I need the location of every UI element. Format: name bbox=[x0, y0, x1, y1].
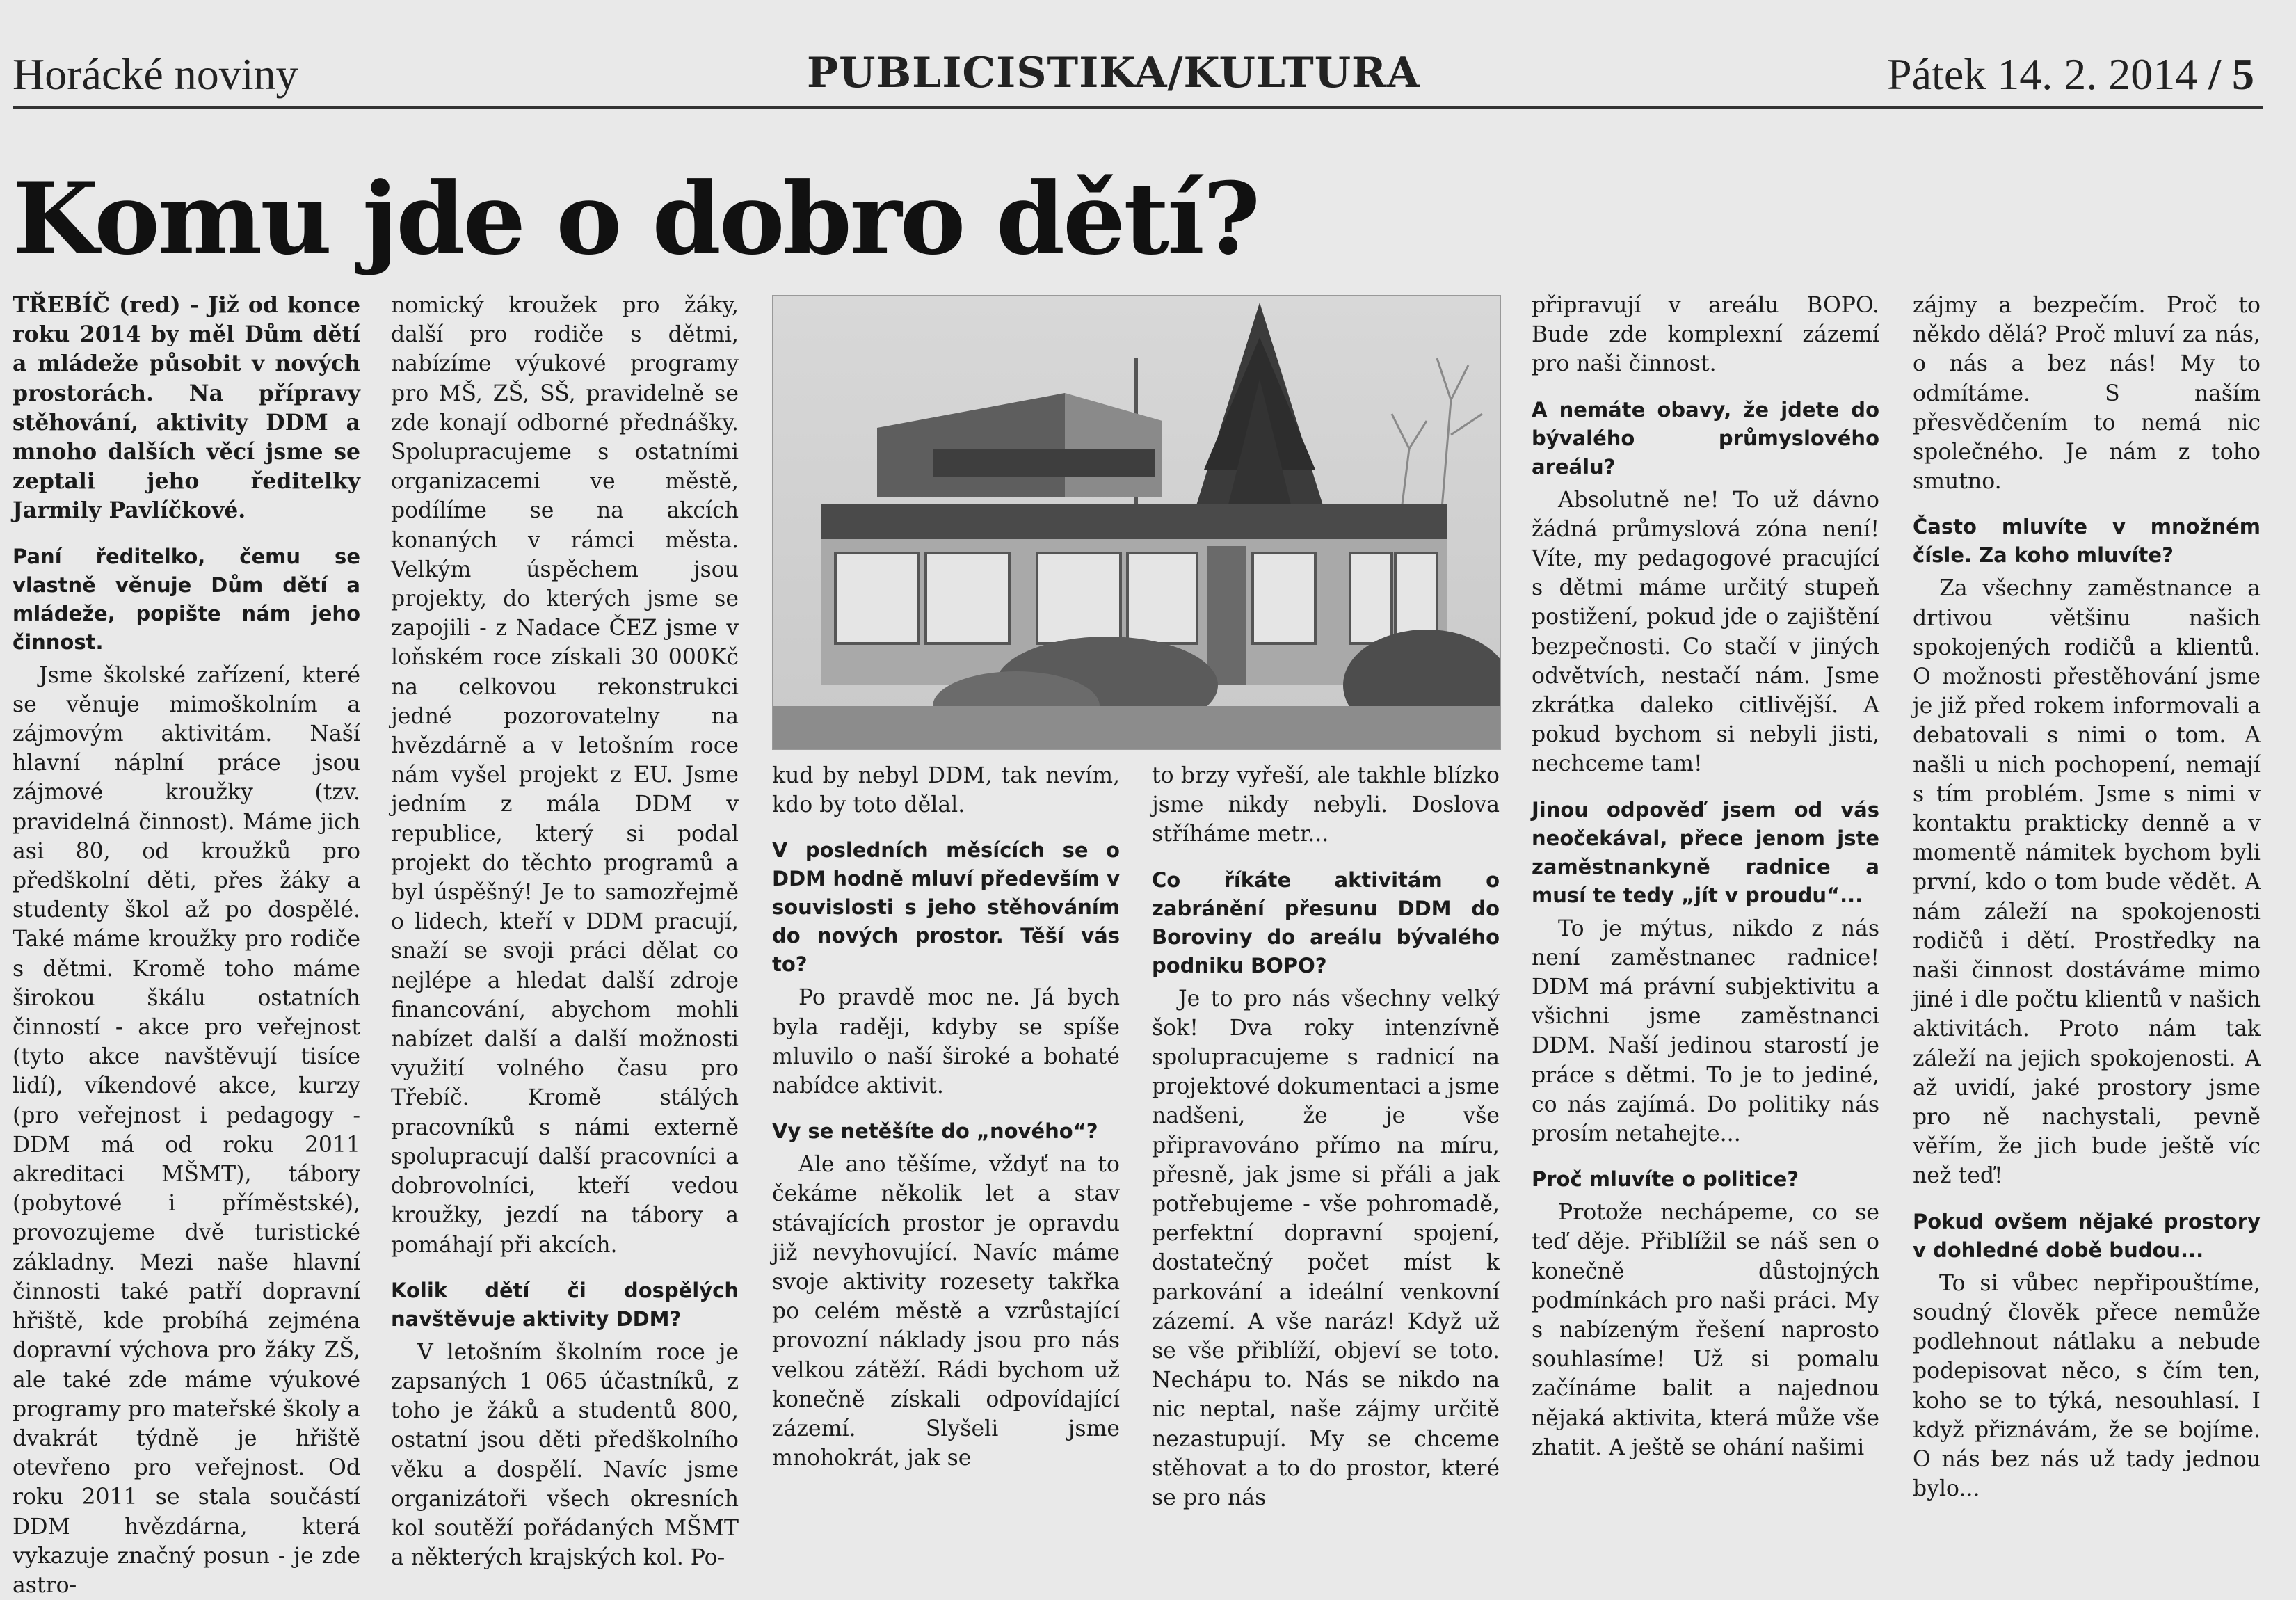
interview-question: Co říkáte aktivitám o zabránění přesunu DDM do Boroviny do areálu bývalého podniku BOPO? bbox=[1152, 867, 1500, 977]
interview-question: Vy se netěšíte do „nového“? bbox=[772, 1119, 1098, 1144]
interview-question: V posledních měsících se o DDM hodně mluví především v souvislosti s jeho stěhováním do nových prostor. Těší vás to? bbox=[772, 838, 1120, 977]
interview-question: Kolik dětí či dospělých navštěvuje aktivity DDM? bbox=[391, 1278, 739, 1331]
interview-answer: Za všechny zaměstnance a drtivou většinu našich spokojených rodičů a klientů. O možnosti přestěhování jsme je již před rokem informovali a debatovali s nimi o tom. A našli u nich pochopení, nemají s tím problém. Jsme s nimi v kontaktu prakticky denně a v momentě námitek bychom byli první, kdo o tom bude vědět. A nám záleží na spokojenosti rodičů i dětí. Prostředky na naši činnost dostáváme mimo jiné i dle počtu klientů v našich aktivitách. Proto nám tak záleží na jejich spokojenosti. A až uvidí, jaké prostory jsme pro ně nachystali, pevně věřím, že jich bude ještě víc než teď! bbox=[1913, 576, 2261, 1189]
article-column-5 bbox=[1532, 291, 1879, 1462]
paragraph-continuation: připravují v areálu BOPO. Bude zde komplexní zázemí pro naši činnost. bbox=[1532, 293, 1879, 377]
interview-question: A nemáte obavy, že jdete do bývalého průmyslového areálu? bbox=[1532, 397, 1879, 479]
article-column-2 bbox=[391, 291, 739, 1572]
interview-question: Paní ředitelko, čemu se vlastně věnuje Dům dětí a mládeže, popište nám jeho činnost. bbox=[13, 544, 360, 654]
page-number: 5 bbox=[2232, 49, 2254, 99]
page-separator: / bbox=[2208, 49, 2232, 99]
interview-answer: Je to pro nás všechny velký šok! Dva roky intenzívně spolupracujeme s radnicí na projektové dokumentaci a jsme nadšeni, že je vše připravováno přímo na míru, přesně, jak jsme si přáli a jak potřebujeme - vše pohromadě, perfektní dopravní spojení, dostatečný počet míst k parkování a ideální venkovní zázemí. A vše naráz! Když už se vše přiblíží, objeví se toto. Nechápu to. Nás se nikdo na nic neptal, naše zájmy určitě nezastupují. My se chceme stěhovat a to do prostor, které se pro nás bbox=[1152, 986, 1500, 1511]
article-column-1 bbox=[13, 291, 360, 1600]
interview-answer: Protože nechápeme, co se teď děje. Přiblížil se náš sen o konečně důstojných podmínkách pro naši práci. My s nabízeným řešení naprosto souhlasíme! Už si pomalu začínáme balit a najednou nějaká aktivita, která může vše zhatit. A ještě se ohání našimi bbox=[1532, 1200, 1879, 1460]
article-column-6 bbox=[1913, 291, 2261, 1503]
section-title: PUBLICISTIKA/KULTURA bbox=[807, 49, 1420, 97]
interview-answer: Jsme školské zařízení, které se věnuje mimoškolním a zájmovým aktivitám. Naší hlavní náplní práce jsou zájmové kroužky (tzv. pravidelná činnost). Máme jich asi 80, od kroužků pro předškolní děti, přes žáky a studenty škol až po dospělé. Také máme kroužky pro rodiče s dětmi. Kromě toho máme širokou škálu ostatních činností - akce pro veřejnost (tyto akce navštěvují tisíce lidí), víkendové akce, kurzy (pro veřejnost i pedagogy - DDM má od roku 2011 akreditaci MŠMT), tábory (pobytové i příměstské), provozujeme dvě turistické základny. Mezi naše hlavní činnosti také patří dopravní hřiště, kde probíhá zejména dopravní výchova pro žáky ZŠ, ale také zde máme výukové programy pro mateřské školy a dvakrát týdně je hřiště otevřeno pro veřejnost. Od roku 2011 se stala součástí DDM hvězdárna, která vykazuje značný posun - je zde astro- bbox=[13, 662, 360, 1598]
interview-answer: Absolutně ne! To už dávno žádná průmyslová zóna není! Víte, my pedagogové pracující s dětmi máme určitý stupeň postižení, pokud jde o zajištění bezpečnosti. Co stačí v jiných odvětvích, nestačí nám. Jsme zkrátka daleko citlivější. A pokud bychom si nebyli jisti, nechceme tam! bbox=[1532, 487, 1879, 777]
paragraph-continuation: zájmy a bezpečím. Proč to někdo dělá? Proč mluví za nás, o nás a bez nás! My to odmítáme. S naším přesvědčením to nemá nic společného. Je nám z toho smutno. bbox=[1913, 293, 2261, 495]
interview-question: Pokud ovšem nějaké prostory v dohledné době budou... bbox=[1913, 1209, 2261, 1262]
paragraph-continuation: kud by nebyl DDM, tak nevím, kdo by toto dělal. bbox=[772, 763, 1120, 818]
article-lead: TŘEBÍČ (red) - Již od konce roku 2014 by měl Dům dětí a mládeže působit v nových prostorách. Na přípravy stěhování, aktivity DDM a mnoho dalších věcí jsme se zeptali jeho ředitelky Jarmily Pavlíčkové. bbox=[13, 292, 360, 524]
ddm-building-photo bbox=[773, 296, 1500, 749]
article-photo bbox=[772, 295, 1501, 750]
interview-question: Proč mluvíte o politice? bbox=[1532, 1167, 1799, 1192]
interview-answer: V letošním školním roce je zapsaných 1 065 účastníků, z toho je žáků a studentů 800, ostatní jsou děti předškolního věku a dospělí. Navíc jsme organizátoři všech okresních kol soutěží pořádaných MŠMT a některých krajských kol. Po- bbox=[391, 1339, 739, 1571]
newspaper-name: Horácké noviny bbox=[13, 49, 298, 99]
issue-date: Pátek 14. 2. 2014 bbox=[1887, 49, 2198, 99]
article-column-3 bbox=[772, 761, 1120, 1473]
interview-answer: To je mýtus, nikdo z nás není zaměstnanec radnice! DDM má právní subjektivitu a všichni jsme zaměstnanci DDM. Naší jedinou starostí je práce s dětmi. To je to jediné, co nás zajímá. Do politiky nás prosím netahejte... bbox=[1532, 915, 1879, 1147]
header-rule bbox=[13, 106, 2263, 109]
interview-answer: Ale ano těšíme, vždyť na to čekáme několik let a stav stávajících prostor je opravdu již nevyhovující. Navíc máme svoje aktivity rozesety takřka po celém městě a vzrůstající provozní náklady jsou pro nás velkou zátěží. Rádi bychom už konečně získali odpovídající zázemí. Slyšeli jsme mnohokrát, jak se bbox=[772, 1152, 1120, 1471]
interview-question: Často mluvíte v množném čísle. Za koho mluvíte? bbox=[1913, 515, 2261, 568]
interview-question: Jinou odpověď jsem od vás neočekával, přece jenom jste zaměstnankyně radnice a musí te tedy „jít v proudu“... bbox=[1532, 797, 1879, 907]
issue-date-line bbox=[1887, 49, 2254, 100]
interview-answer: Po pravdě moc ne. Já bych byla raději, kdyby se spíše mluvilo o naší široké a bohaté nabídce aktivit. bbox=[772, 985, 1120, 1099]
article-column-4 bbox=[1152, 761, 1500, 1512]
article-headline: Komu jde o dobro dětí? bbox=[13, 161, 1259, 277]
paragraph-continuation: to brzy vyřeší, ale takhle blízko jsme nikdy nebyli. Doslova stříháme metr... bbox=[1152, 763, 1500, 847]
paragraph-continuation: nomický kroužek pro žáky, další pro rodiče s dětmi, nabízíme výukové programy pro MŠ, ZŠ, SŠ, pravidelně se zde konají odborné přednášky. Spolupracujeme s ostatními organizacemi ve městě, podílíme se na akcích konaných v rámci města. Velkým úspěchem jsou projekty, do kterých jsme se zapojili - z Nadace ČEZ jsme v loňském roce získali 30 000Kč na celkovou rekonstrukci jedné pozorovatelny na hvězdárně a v letošním roce nám vyšel projekt z EU. Jsme jedním z mála DDM v republice, který si podal projekt do těchto programů a byl úspěšný! Je to samozřejmě o lidech, kteří v DDM pracují, snaží se svoji práci dělat co nejlépe a hledat další zdroje financování, abychom mohli nabízet další a další možnosti využití volného času pro Třebíč. Kromě stálých pracovníků s námi externě spolupracují další pracovníci a dobrovolníci, kteří vedou kroužky, jezdí na tábory a pomáhají při akcích. bbox=[391, 293, 739, 1258]
interview-answer: To si vůbec nepřipouštíme, soudný člověk přece nemůže podlehnout nátlaku a nebude podepisovat něco, s čím ten, koho se to týká, nesouhlasí. I když přiznávám, že se bojíme. O nás bez nás už tady jednou bylo... bbox=[1913, 1270, 2261, 1502]
